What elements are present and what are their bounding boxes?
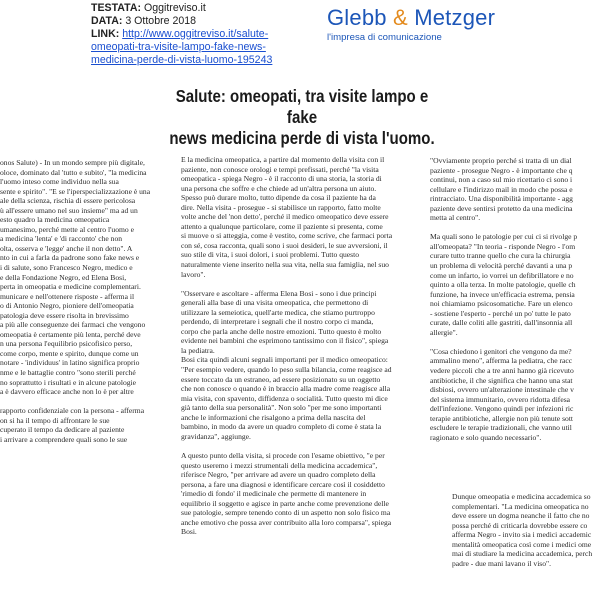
article-text-line: A questo punto della visita, si procede con l'esame obiettivo, "e per: [181, 450, 385, 460]
article-text-line: omeopatia è certamente più lenta, perché deve: [0, 329, 141, 339]
article-text-line: complementari. "La medicina omeopatica no: [452, 501, 589, 511]
article-text-line: persona, a fare una diagnosi e identificare cercare così il cosiddetto: [181, 479, 385, 489]
article-text-line: mentalità omeopatica così come i medici ome: [452, 539, 592, 549]
article-text-line: anche emotivo che possa aver contribuito alla loro comparsa", spiega: [181, 517, 392, 527]
article-text-line: 'rimedio di fondo' il medicinale che permette di mantenere in: [181, 489, 367, 499]
article-text-line: che non conosce o quando è in braccio alla madre come reagisce alla: [181, 384, 391, 394]
paragraph-gap: [430, 223, 600, 233]
article-text-line: onos Salute) - In un mondo sempre più digitale,: [0, 158, 145, 167]
source-link[interactable]: medicina-perde-di-vista-luomo-195243: [91, 54, 273, 66]
article-text-line: Bosi cita quindi alcuni segnali importanti per il medico omeopatico:: [181, 355, 388, 365]
paragraph-gap: [181, 441, 417, 451]
article-title-line: Salute: omeopati, tra visite lampo e fake: [175, 86, 429, 127]
article-text-line: paziente, non conosce orologi e tempi prefissati, perché "la visita: [181, 164, 379, 174]
article-text-line: bambino, in modo da avere un quadro completo di come è stata la: [181, 422, 382, 432]
article-text-line: perdendo, di interpretare i segnali che il nostro corpo ci manda,: [181, 317, 374, 327]
article-text-line: vedere piccoli che a tre anni hanno già ricevuto: [430, 366, 574, 376]
article-text-line: notare - 'individuus' in latino significa proprio: [0, 358, 140, 368]
article-text-line: n una persona l'equilibrio psicofisico perso,: [0, 339, 133, 349]
article-text-line: a medicina 'lenta' e 'di racconto' che non: [0, 234, 123, 244]
article-text-line: i di salute, sono Francesco Negro, medico e: [0, 263, 133, 273]
article-text-line: oloce, dominato dal 'tutto e subito', "la medicina: [0, 167, 147, 177]
source-link[interactable]: http://www.oggitreviso.it/salute-: [122, 28, 269, 40]
article-text-line: antibiotiche, il che significa che hanno una stat: [430, 375, 573, 385]
article-text-line: disbiosi, ovvero un'alterazione intestinale che v: [430, 385, 574, 395]
article-text-line: a più alle conseguenze dei farmaci che vengono: [0, 320, 146, 330]
article-column-1: [0, 158, 174, 444]
article-text-line: già tanto della sua personalità". Non solo "per me sono importanti: [181, 403, 382, 413]
article-text-line: quinto a olla terza. In molte patologie, quelle ch: [430, 280, 576, 290]
article-text-line: ammalino meno", afferma la pediatra, che racc: [430, 356, 573, 366]
article-text-line: continui, non a caso sul mio ricettario ci sono i: [430, 175, 573, 185]
article-text-line: gravidanza", aggiunge.: [181, 431, 251, 441]
article-text-line: a è davvero efficace anche non lo è per altre: [0, 387, 134, 397]
article-text-line: possa perché di criticarla dovrebbe essere co: [452, 520, 588, 530]
article-text-line: generali alla base di una visita omeopatica, che permettono di: [181, 298, 369, 308]
article-text-line: si muove o si atteggia, come è vestito, come scrive, che farmaci porta: [181, 231, 393, 241]
testata-row: [91, 2, 311, 15]
logo-ampersand: &: [393, 5, 408, 30]
article-text-line: equilibrio il soggetto e agisce in parte anche come prevenzione delle: [181, 498, 389, 508]
article-text-line: un problema di velocità perché davanti a una p: [430, 261, 573, 271]
article-text-line: umanesimo, perché mette al centro l'uomo e: [0, 224, 134, 234]
press-clipping-header: [91, 2, 311, 67]
testata-label: TESTATA:: [91, 2, 142, 14]
article-text-line: rintracciato. Una disponibilità importante - agg: [430, 194, 573, 204]
article-text-line: Dunque omeopatia e medicina accademica so: [452, 492, 591, 501]
article-text-line: "Cosa chiedono i genitori che vengono da me?: [430, 346, 572, 356]
logo-brand-right: Metzger: [414, 5, 496, 30]
article-text-line: cellulare e l'indirizzo mail in modo che possa e: [430, 184, 573, 194]
article-text-line: suo stile di vita, i suoi dolori, i suoi problemi. Tutto questo: [181, 250, 360, 260]
article-text-line: metta al centro".: [430, 213, 481, 223]
article-text-line: "Per esempio vedere, quando lo peso sulla bilancia, come reagisce ad: [181, 365, 392, 375]
article-text-line: Bosi.: [181, 527, 197, 537]
article-text-line: E la medicina omeopatica, a partire dal momento della visita con il: [181, 155, 385, 164]
article-text-line: perta in omeopatia e medicine complementari.: [0, 282, 141, 292]
article-text-line: con sé, cosa racconta, quali sono i suoi desideri, le sue avversioni, il: [181, 240, 388, 250]
article-text-line: no soprattutto i risultati e in alcune patologie: [0, 377, 137, 387]
article-text-line: esto quadro la medicina omeopatica: [0, 215, 110, 225]
article-text-line: municare e nell'ottenere risposte - afferma il: [0, 291, 135, 301]
article-title-line: news medicina perde di vista l'uomo.: [169, 128, 435, 148]
article-text-line: paziente deve sentirsi protetto da una medicina: [430, 203, 573, 213]
article-text-line: afferma Negro - invito sia i medici accademic: [452, 530, 592, 540]
article-text-line: sente e spirito". "E se l'iperspecializzazione è una: [0, 186, 151, 196]
article-text-line: dell'infezione. Vengono quindi per infezioni ric: [430, 404, 574, 414]
article-text-line: i arrivare a comprendere quali sono le sue: [0, 434, 128, 444]
article-text-line: questo useremo i mezzi strumentali della medicina accademica",: [181, 460, 378, 470]
article-text-line: rapporto confidenziale con la persona - afferma: [0, 406, 145, 416]
article-text-line: una persona che soffre e che chiede ad un'altra persona un aiuto.: [181, 183, 377, 193]
article-text-line: sue patologie, sempre tenendo conto di un aspetto non solo fisico ma: [181, 508, 391, 518]
article-text-line: del sistema immunitario, ovvero ridotta difesa: [430, 394, 571, 404]
logo-wordmark: [327, 5, 517, 31]
article-text-line: l'uomo inteso come individuo nella sua: [0, 177, 119, 187]
source-link[interactable]: omeopati-tra-visite-lampo-fake-news-: [91, 41, 266, 53]
article-text-line: naturalmente viene inserito nella sua vita, nella sua famiglia, nel suo: [181, 260, 389, 270]
paragraph-gap: [0, 397, 174, 407]
article-text-line: escludere le terapie tradizionali, che vanno util: [430, 423, 572, 433]
data-label: DATA:: [91, 15, 123, 27]
article-text-line: la pediatra.: [181, 345, 215, 355]
article-text-line: curare tutto tranne quello che cura la chirurgia: [430, 251, 571, 261]
article-text-line: paziente - prosegue Negro - è importante che q: [430, 165, 573, 175]
article-text-line: "Osservare e ascoltare - afferma Elena Bosi - sono i due principi: [181, 288, 377, 298]
article-text-line: anche le informazioni che risalgono a prima della nascita del: [181, 412, 366, 422]
article-text-line: essere toccato da un estraneo, ad essere posizionato su un oggetto: [181, 374, 381, 384]
testata-value: Oggitreviso.it: [143, 2, 206, 14]
article-text-line: mia visita, con spavento, diffidenza o socialità. Tutto questo mi dice: [181, 393, 388, 403]
article-text-line: noi chiamiamo psicosomatiche. Fare un elenco: [430, 299, 573, 309]
article-column-3: [430, 156, 600, 442]
article-text-line: "Ovviamente proprio perché si tratta di un dial: [430, 156, 572, 165]
article-text-line: mai di studiare la medicina accademica, perch: [452, 549, 593, 559]
article-text-line: volte anche del 'non detto', perché il medico omeopatico deve essere: [181, 212, 389, 222]
article-column-2: [181, 155, 417, 537]
data-row: [91, 15, 311, 28]
article-text-line: Ma quali sono le patologie per cui ci si rivolge p: [430, 232, 578, 242]
article-text-line: corpo che parla anche delle nostre emozioni. Tutto questo è molto: [181, 326, 382, 336]
article-text-line: patologia deve essere risolta in brevissimo: [0, 310, 129, 320]
article-text-line: utilizzare la semeiotica, quell'arte medica, che stiamo purtroppo: [181, 307, 375, 317]
article-text-line: evidente nei bambini che esprimono tantissimo con il fisico", spiega: [181, 336, 389, 346]
company-logo: [327, 5, 517, 43]
article-text-line: ale della scienza, rischia di essere pericolosa: [0, 196, 136, 206]
article-text-line: terapie antibiotiche, allergie non più tenute sott: [430, 413, 574, 423]
article-text-line: allergie".: [430, 327, 458, 337]
article-text-line: on si ha il tempo di affrontare le sue: [0, 415, 110, 425]
article-text-line: funzione, ha invece un'efficacia estrema, pensia: [430, 289, 575, 299]
data-value: 3 Ottobre 2018: [125, 15, 197, 27]
logo-brand-left: Glebb: [327, 5, 387, 30]
article-text-line: padre - due mani lavano il viso".: [452, 558, 552, 568]
article-text-line: curate, dalle coliti alle gastriti, dall'insonnia all: [430, 318, 573, 328]
link-row: [91, 28, 311, 67]
article-text-line: attento a qualunque particolare, come il paziente si presenta, come: [181, 221, 383, 231]
paragraph-gap: [181, 279, 417, 289]
article-text-line: come un infarto, io vorrei un defibrillatore e no: [430, 270, 574, 280]
article-text-line: dire. Nella visita - prosegue - si stabilisce un rapporto, fatto molte: [181, 202, 381, 212]
article-column-4: [452, 492, 600, 568]
article-text-line: all'omeopata? "In teoria - risponde Negro - l'om: [430, 241, 576, 251]
article-text-line: deve essere un dogma neanche il fatto che no: [452, 511, 590, 521]
article-text-line: e della Fondazione Negro, ed Elena Bosi,: [0, 272, 127, 282]
article-text-line: ragionato e solo quando necessario".: [430, 432, 542, 442]
paragraph-gap: [430, 337, 600, 347]
article-text-line: - sostiene l'esperto - perché un po' tutte le pato: [430, 308, 571, 318]
article-text-line: o di Antonio Negro, pioniere dell'omeopatia: [0, 301, 134, 311]
article-title: [164, 86, 439, 149]
logo-tagline: l'impresa di comunicazione: [327, 32, 442, 43]
article-text-line: Spesso può durare molto, tutto dipende da cosa il paziente ha da: [181, 193, 376, 203]
article-text-line: nme e le battaglie contro "sono sterili perché: [0, 368, 136, 378]
article-text-line: olta, osserva e 'legge' anche il non detto". A: [0, 243, 133, 253]
article-text-line: cuperato il tempo da dedicare al paziente: [0, 425, 125, 435]
article-text-line: come corpo, mente e spirito, dunque come un: [0, 348, 139, 358]
article-text-line: nto in cui a farla da padrone sono fake news e: [0, 253, 140, 263]
article-text-line: omeopatica - spiega Negro - è il racconto di una storia, la storia di: [181, 174, 382, 184]
article-text-line: lavoro".: [181, 269, 206, 279]
article-text-line: ù all'essere umano nel suo insieme" ma ad un: [0, 205, 138, 215]
link-label: LINK:: [91, 28, 120, 40]
article-text-line: riferisce Negro, "per arrivare ad avere un quadro completo della: [181, 470, 376, 480]
